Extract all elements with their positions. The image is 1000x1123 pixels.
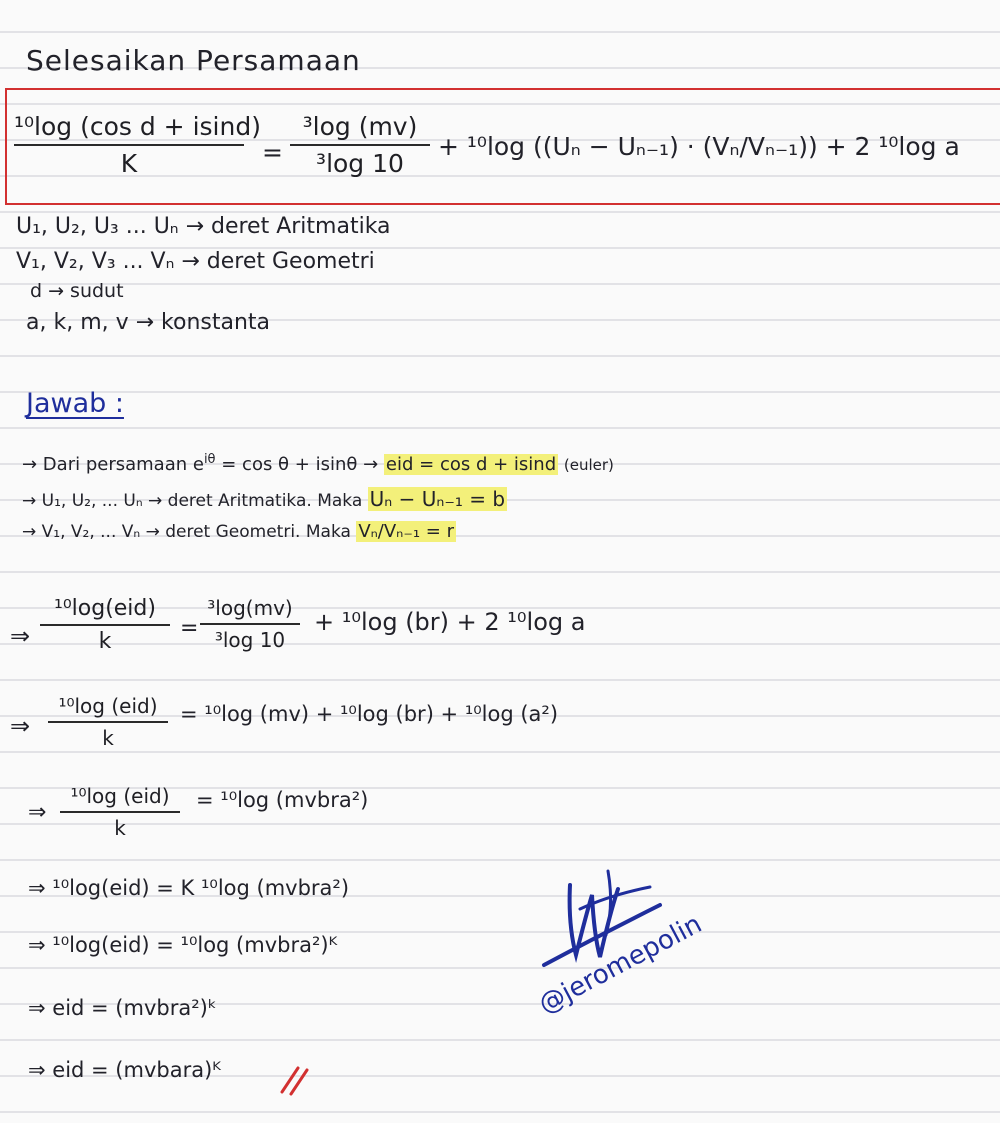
question-lhs-denominator: K	[120, 149, 138, 178]
step3-rest: = ¹⁰log (mvbra²)	[196, 788, 369, 812]
question-lhs-fraction	[14, 112, 261, 178]
answer-heading: Jawab :	[26, 388, 124, 419]
step2-lhs-numerator: ¹⁰log (eid)	[58, 694, 158, 718]
step2-rest: = ¹⁰log (mv) + ¹⁰log (br) + ¹⁰log (a²)	[180, 702, 559, 726]
note-geometric	[22, 521, 456, 542]
question-mid-numerator: ³log (mv)	[302, 112, 418, 141]
note-arithmetic-highlight: Uₙ − Uₙ₋₁ = b	[369, 487, 506, 511]
definition-line: a, k, m, v → konstanta	[26, 310, 271, 335]
step1-mid-fraction	[200, 596, 300, 652]
step3-lhs-fraction	[60, 784, 180, 840]
step6: ⇒ eid = (mvbra²)ᵏ	[28, 996, 217, 1020]
note-euler-pre: → Dari persamaan e	[22, 454, 204, 475]
step1-mid-numerator: ³log(mv)	[207, 596, 293, 620]
note-geometric-pre: → V₁, V₂, ... Vₙ → deret Geometri. Maka	[22, 522, 357, 542]
definition-line: V₁, V₂, V₃ ... Vₙ → deret Geometri	[16, 249, 375, 274]
question-lhs-numerator: ¹⁰log (cos d + isind)	[14, 112, 261, 141]
step1-lhs-fraction	[40, 596, 170, 654]
definition-line: U₁, U₂, U₃ ... Uₙ → deret Aritmatika	[16, 214, 391, 239]
step-arrow: ⇒	[28, 800, 47, 825]
definition-line: d → sudut	[30, 280, 124, 302]
step3-lhs-denominator: k	[114, 816, 126, 840]
step2-lhs-denominator: k	[102, 726, 114, 750]
step1-lhs-denominator: k	[98, 629, 112, 654]
step1-mid-denominator: ³log 10	[214, 628, 286, 652]
step1-equals: =	[180, 616, 199, 641]
note-geometric-highlight: Vₙ/Vₙ₋₁ = r	[358, 521, 454, 542]
note-arithmetic	[22, 487, 507, 511]
question-rest: + ¹⁰log ((Uₙ − Uₙ₋₁) · (Vₙ/Vₙ₋₁)) + 2 ¹⁰log a	[438, 132, 960, 161]
step1-rest: + ¹⁰log (br) + 2 ¹⁰log a	[314, 608, 586, 636]
step4: ⇒ ¹⁰log(eid) = K ¹⁰log (mvbra²)	[28, 876, 350, 900]
step-arrow: ⇒	[10, 622, 31, 650]
question-mid-fraction	[290, 112, 430, 178]
note-euler-highlight: eid = cos d + isind	[385, 454, 557, 475]
question-equals: =	[262, 138, 283, 167]
note-arithmetic-pre: → U₁, U₂, ... Uₙ → deret Aritmatika. Maka	[22, 491, 368, 511]
question-mid-denominator: ³log 10	[316, 149, 404, 178]
note-euler-sup: iθ	[203, 452, 216, 467]
page-title: Selesaikan Persamaan	[26, 44, 361, 77]
step-arrow: ⇒	[10, 712, 31, 740]
step5: ⇒ ¹⁰log(eid) = ¹⁰log (mvbra²)ᴷ	[28, 933, 338, 957]
step1-lhs-numerator: ¹⁰log(eid)	[54, 596, 156, 621]
step7: ⇒ eid = (mvbara)ᴷ	[28, 1058, 221, 1082]
step2-lhs-fraction	[48, 694, 168, 750]
note-euler-mid: = cos θ + isinθ →	[215, 454, 384, 475]
final-answer-mark	[278, 1062, 312, 1096]
note-euler	[22, 452, 614, 475]
step3-lhs-numerator: ¹⁰log (eid)	[70, 784, 170, 808]
note-euler-post: (euler)	[563, 456, 614, 474]
watermark-handle: @jeromepolin	[533, 909, 707, 1020]
